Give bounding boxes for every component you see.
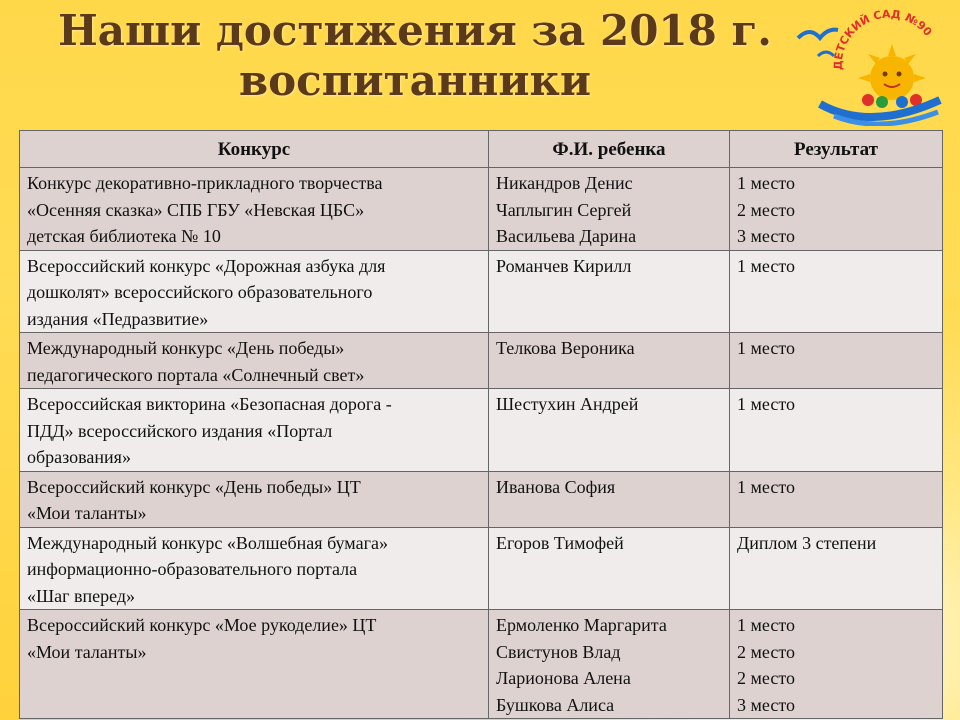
table-row — [20, 527, 943, 610]
result-value: 2 место — [737, 641, 795, 662]
result-value: 3 место — [737, 226, 795, 246]
table-row — [20, 333, 943, 389]
table-row — [20, 471, 943, 527]
contest-line: Всероссийский конкурс «Дорожная азбука для — [27, 255, 386, 276]
contest-cell — [20, 389, 489, 472]
contest-cell — [20, 250, 489, 333]
result-value: 1 место — [737, 615, 795, 635]
contest-line: детская библиотека № 10 — [27, 226, 221, 246]
contest-cell — [20, 168, 489, 251]
child-name: Шестухин Андрей — [496, 394, 639, 414]
logo-text: ДЕТСКИЙ САД №90 — [831, 8, 935, 71]
contest-line: образования» — [27, 447, 131, 467]
table-row — [20, 250, 943, 333]
column-header-child-name: Ф.И. ребенка — [489, 131, 730, 168]
bird-icon — [798, 30, 838, 38]
contest-line: Всероссийская викторина «Безопасная дорога - — [27, 394, 392, 414]
child-name-cell — [489, 333, 730, 389]
contest-line: издания «Педразвитие» — [27, 308, 209, 329]
contest-line: Международный конкурс «День победы» — [27, 338, 345, 358]
contest-cell — [20, 471, 489, 527]
child-name: Егоров Тимофей — [496, 532, 624, 553]
child-name-cell — [489, 168, 730, 251]
contest-cell — [20, 333, 489, 389]
child-name: Ермоленко Маргарита — [496, 615, 667, 635]
result-cell — [730, 471, 943, 527]
contest-line: Международный конкурс «Волшебная бумага» — [27, 532, 388, 553]
contest-line: ПДД» всероссийского издания «Портал — [27, 420, 333, 441]
kindergarten-logo — [790, 8, 950, 126]
child-name: Бушкова Алиса — [496, 694, 615, 715]
result-value: 1 место — [737, 394, 795, 414]
achievements-table — [19, 130, 943, 719]
result-value: 3 место — [737, 694, 795, 715]
column-header-contest: Конкурс — [20, 131, 489, 168]
result-cell — [730, 527, 943, 610]
child-name: Ларионова Алена — [496, 668, 631, 688]
contest-line: Всероссийский конкурс «Мое рукоделие» ЦТ — [27, 615, 377, 635]
contest-line: «Шаг вперед» — [27, 585, 136, 606]
child-name: Васильева Дарина — [496, 226, 637, 246]
result-value: 1 место — [737, 476, 795, 497]
child-name: Телкова Вероника — [496, 338, 635, 358]
result-value: 1 место — [737, 173, 795, 193]
table-row — [20, 389, 943, 472]
contest-line: дошколят» всероссийского образовательного — [27, 282, 373, 302]
contest-line: «Мои таланты» — [27, 503, 147, 523]
contest-line: Всероссийский конкурс «День победы» ЦТ — [27, 476, 361, 497]
contest-line: Конкурс декоративно-прикладного творчества — [27, 173, 383, 193]
contest-line: информационно-образовательного портала — [27, 559, 358, 579]
table-row — [20, 168, 943, 251]
child-name: Иванова София — [496, 476, 616, 497]
contest-cell — [20, 610, 489, 719]
column-header-result: Результат — [730, 131, 943, 168]
child-name: Никандров Денис — [496, 173, 633, 193]
result-value: 1 место — [737, 338, 795, 358]
result-value: 1 место — [737, 255, 795, 276]
bird-icon — [818, 52, 834, 56]
result-cell — [730, 610, 943, 719]
child-name-cell — [489, 471, 730, 527]
result-cell — [730, 250, 943, 333]
result-cell — [730, 333, 943, 389]
contest-cell — [20, 527, 489, 610]
title-line-2: воспитанники — [238, 56, 592, 105]
result-value: 2 место — [737, 199, 795, 220]
table-row — [20, 610, 943, 719]
contest-line: педагогического портала «Солнечный свет» — [27, 364, 365, 385]
child-name-cell — [489, 250, 730, 333]
sun-logo-icon — [790, 8, 950, 126]
result-cell — [730, 389, 943, 472]
child-name-cell — [489, 527, 730, 610]
result-value: 2 место — [737, 668, 795, 688]
child-name: Романчев Кирилл — [496, 255, 632, 276]
child-name: Свистунов Влад — [496, 641, 621, 662]
contest-line: «Мои таланты» — [27, 641, 147, 662]
result-value: Диплом 3 степени — [737, 532, 877, 553]
result-cell — [730, 168, 943, 251]
page-title — [0, 6, 830, 106]
child-name-cell — [489, 389, 730, 472]
child-name-cell — [489, 610, 730, 719]
child-name: Чаплыгин Сергей — [496, 199, 632, 220]
title-line-1: Наши достижения за 2018 г. — [58, 6, 772, 55]
contest-line: «Осенняя сказка» СПБ ГБУ «Невская ЦБС» — [27, 199, 365, 220]
table-header-row — [20, 131, 943, 168]
